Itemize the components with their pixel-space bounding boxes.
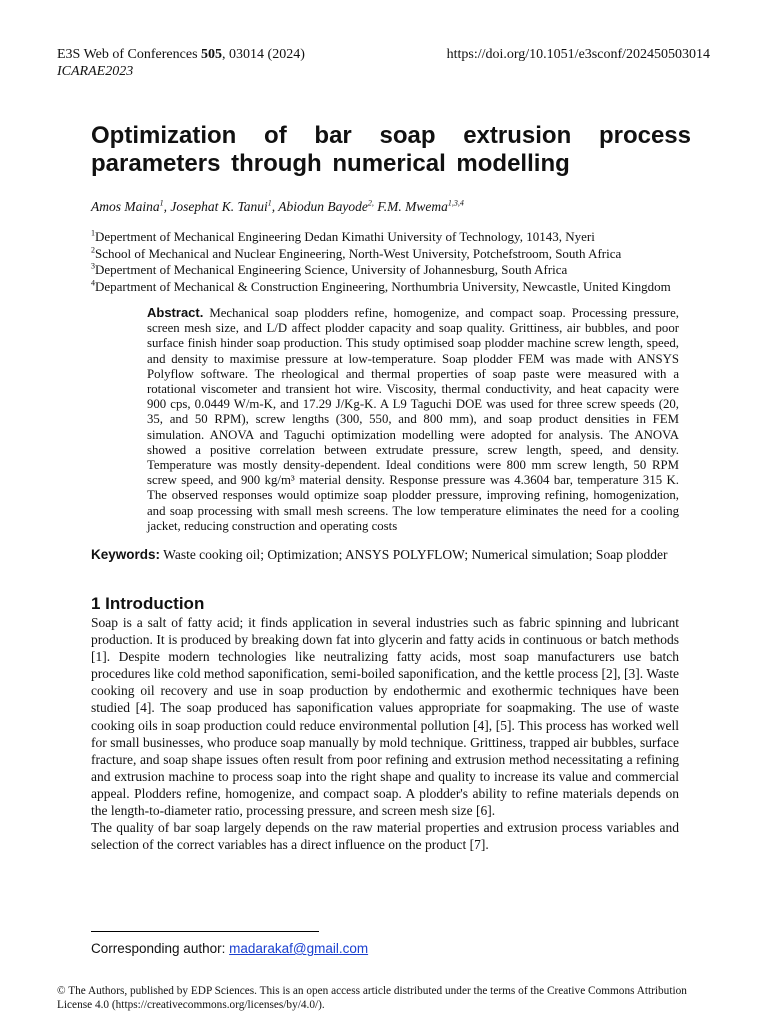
author-2: Josephat K. Tanui$^1$, [170, 198, 279, 214]
corresponding-author-footnote: Corresponding author: madarakaf@gmail.com [91, 941, 369, 956]
author-1: Amos Maina$^1$, [91, 198, 171, 214]
paragraph: Soap is a salt of fatty acid; it finds application in several industries such as fabric spinning and lubricant production. It is produced by breaking down fat into glycerin and fatty acids in continuous or batch methods [1]. Despite modern technologies like neutralizing fatty acids, most soap manufacturers use batch procedures like cold method saponification, semi-boiled saponification, and the kettle process [2], [3]. Waste cooking oil recovery and use in soap production by endothermic and exothermic techniques have been studied [4]. The soap produced has saponification values appropriate for soapmaking. The use of waste cooking oils in soap production could reduce environmental pollution [4], [5]. This process has worked well for small businesses, who produce soap manually by mold technique. Grittiness, trapped air bubbles, surface fracture, and soap shape issues often result from poor refining and extrusion method necessitating a refining and extrusion machine to process soap into the right shape and quality to increase its value and commercial appeal. Plodders refine, homogenize, and compact soap. A plodder's ability to refine materials depends on the length-to-diameter ratio, processing pressure, and screen mesh size [6]. [91, 615, 679, 819]
author-3: Abiodun Bayode$^{2,}$ [278, 198, 374, 214]
journal-volume: 505 [201, 47, 223, 62]
affiliation-1: $^1$Depertment of Mechanical Engineering Dedan Kimathi University of Technology, 10143, Nyeri [91, 228, 595, 244]
keywords-text: Waste cooking oil; Optimization; ANSYS POLYFLOW; Numerical simulation; Soap plodder [160, 547, 668, 562]
section-heading-introduction: 1 Introduction [91, 594, 205, 613]
journal-name: E3S Web of Conferences [57, 47, 202, 62]
keywords-label: Keywords: [91, 547, 161, 562]
author-list [91, 199, 464, 215]
author-4: F.M. Mwema$^{1,3,4}$ [377, 198, 464, 214]
abstract-label: Abstract. [147, 305, 204, 320]
running-header-left [57, 46, 305, 80]
paragraph: The quality of bar soap largely depends on the raw material properties and extrusion process variables and selection of the correct variables has a direct influence on the product [7]. [91, 820, 679, 853]
affiliations [91, 229, 679, 295]
affiliation-4: $^4$Department of Mechanical & Construction Engineering, Northumbria University, Newcastle, United Kingdom [91, 278, 671, 294]
doi-link[interactable]: https://doi.org/10.1051/e3sconf/202450503014 [446, 47, 710, 62]
license-footer: © The Authors, published by EDP Sciences. This is an open access article distributed under the terms of the Creative Commons Attribution License 4.0 (https://creativecommons.org/licenses/by/4.0/). [57, 985, 687, 1011]
footnote-divider [91, 931, 319, 932]
author-email-link[interactable]: madarakaf@gmail.com [229, 941, 369, 956]
affiliation-2: $^2$School of Mechanical and Nuclear Engineering, North-West University, Potchefstroom, South Africa [91, 245, 622, 261]
abstract-text: Mechanical soap plodders refine, homogenize, and compact soap. Processing pressure, screen mesh size, and L/D affect plodder capacity and soap quality. Grittiness, air bubbles, and poor surface finish hinder soap production. This study optimised soap plodder machine screw length, speed, and density to maximise pressure at low-temperature. Soap plodder FEM was made with ANSYS Polyflow software. The rheological and thermal properties of soap paste were measured with a rotational viscometer and transient hot wire. Viscosity, thermal conductivity, and heat capacity were 900 cps, 0.0449 W/m-K, and 17.29 J/Kg-K. A L9 Taguchi DOE was used for three screw speeds (20, 35, and 50 RPM), screw lengths (300, 550, and 800 mm), and soap product densities in FEM simulation. ANOVA and Taguchi optimization modelling were adopted for analysis. The ANOVA showed a positive correlation between extrudate pressure, screw length, speed, and density. Temperature was mostly density-dependent. Ideal conditions were 800 mm screw length, 50 RPM screw speed, and 900 kg/m³ material density. Response pressure was 4.3604 bar, temperature 315 K. The observed responses would optimize soap plodder pressure, improving refining, homogenization, and soap processing with small mesh screens. The low temperature eliminates the need for a cooling jacket, reducing construction and operating costs [147, 306, 679, 533]
keywords [91, 546, 679, 563]
affiliation-3: $^3$Depertment of Mechanical Engineering Science, University of Johannesburg, South Africa [91, 261, 568, 278]
paper-title: Optimization of bar soap extrusion process parameters through numerical modelling [91, 122, 691, 177]
article-reference: , 03014 (2024) [222, 47, 305, 62]
abstract [147, 305, 679, 534]
introduction-body [91, 614, 679, 853]
conference-name: ICARAE2023 [57, 64, 134, 79]
